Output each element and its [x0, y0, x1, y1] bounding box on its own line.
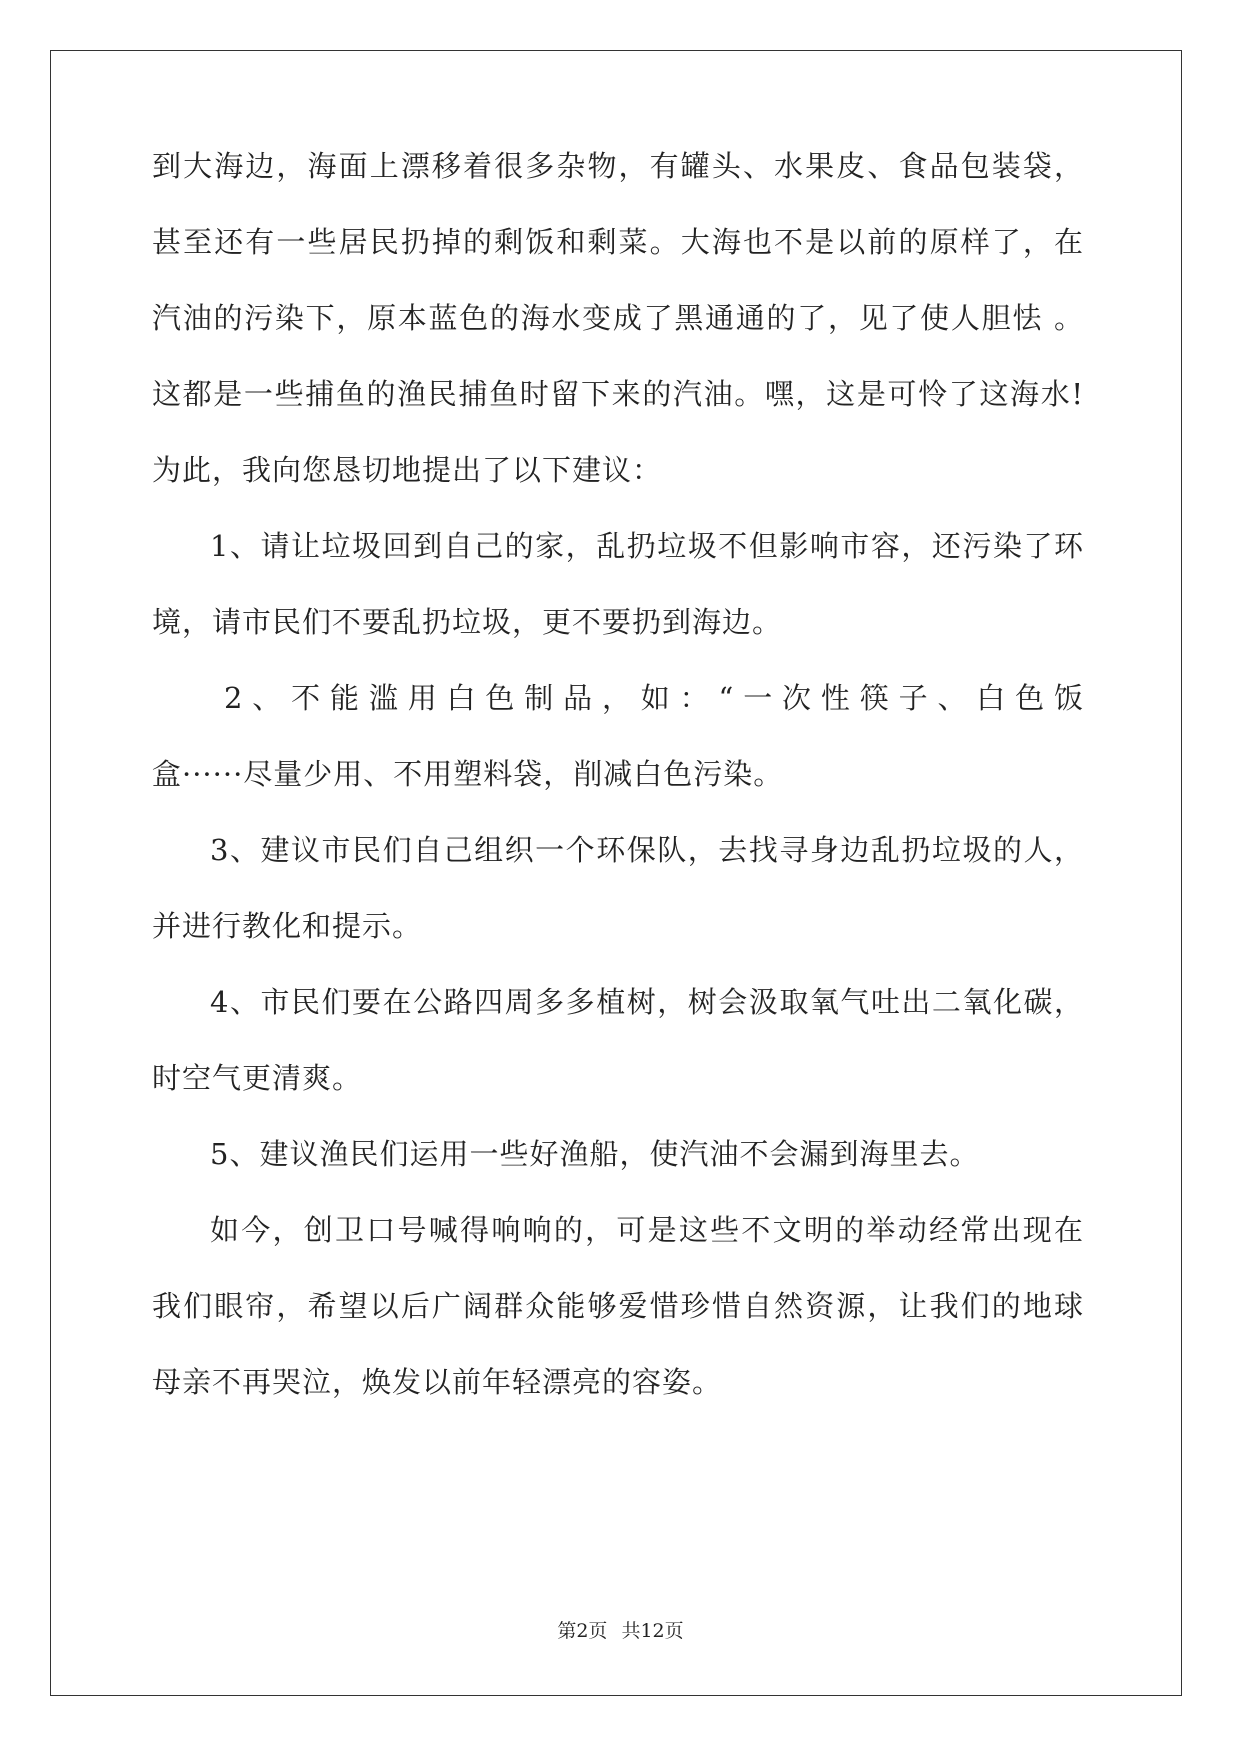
text-line-6: 1、请让垃圾回到自己的家，乱扔垃圾不但影响市容，还污染了环: [210, 529, 1084, 563]
text-line-1: 到大海边，海面上漂移着很多杂物，有罐头、水果皮、食品包装袋，: [152, 149, 1084, 183]
text-line-11: 并进行教化和提示。: [152, 909, 423, 943]
text-line-16: 我们眼帘，希望以后广阔群众能够爱惜珍惜自然资源，让我们的地球: [152, 1289, 1084, 1323]
text-line-8: 2、不能滥用白色制品，如：“一次性筷子、白色饭: [224, 681, 1084, 715]
text-line-7: 境，请市民们不要乱扔垃圾，更不要扔到海边。: [152, 605, 783, 639]
text-line-17: 母亲不再哭泣，焕发以前年轻漂亮的容姿。: [152, 1365, 723, 1399]
text-line-13: 时空气更清爽。: [152, 1061, 363, 1095]
text-line-4: 这都是一些捕鱼的渔民捕鱼时留下来的汽油。嘿，这是可怜了这海水!: [152, 377, 1084, 411]
page-number: 第2页: [557, 1620, 608, 1642]
text-line-12: 4、市民们要在公路四周多多植树，树会汲取氧气吐出二氧化碳，: [210, 985, 1084, 1019]
page-total: 共12页: [621, 1620, 684, 1642]
text-line-2: 甚至还有一些居民扔掉的剩饭和剩菜。大海也不是以前的原样了，在: [152, 225, 1084, 259]
text-line-14: 5、建议渔民们运用一些好渔船，使汽油不会漏到海里去。: [210, 1137, 980, 1171]
text-line-9: 盒······尽量少用、不用塑料袋，削减白色污染。: [152, 757, 784, 791]
text-line-15: 如今，创卫口号喊得响响的，可是这些不文明的举动经常出现在: [210, 1213, 1084, 1247]
page-border: [50, 50, 1182, 1696]
page-footer: [0, 1616, 1241, 1643]
text-line-5: 为此，我向您恳切地提出了以下建议：: [152, 453, 663, 487]
text-line-10: 3、建议市民们自己组织一个环保队，去找寻身边乱扔垃圾的人，: [210, 833, 1084, 867]
text-line-3: 汽油的污染下，原本蓝色的海水变成了黑通通的了，见了使人胆怯 。: [152, 301, 1084, 335]
